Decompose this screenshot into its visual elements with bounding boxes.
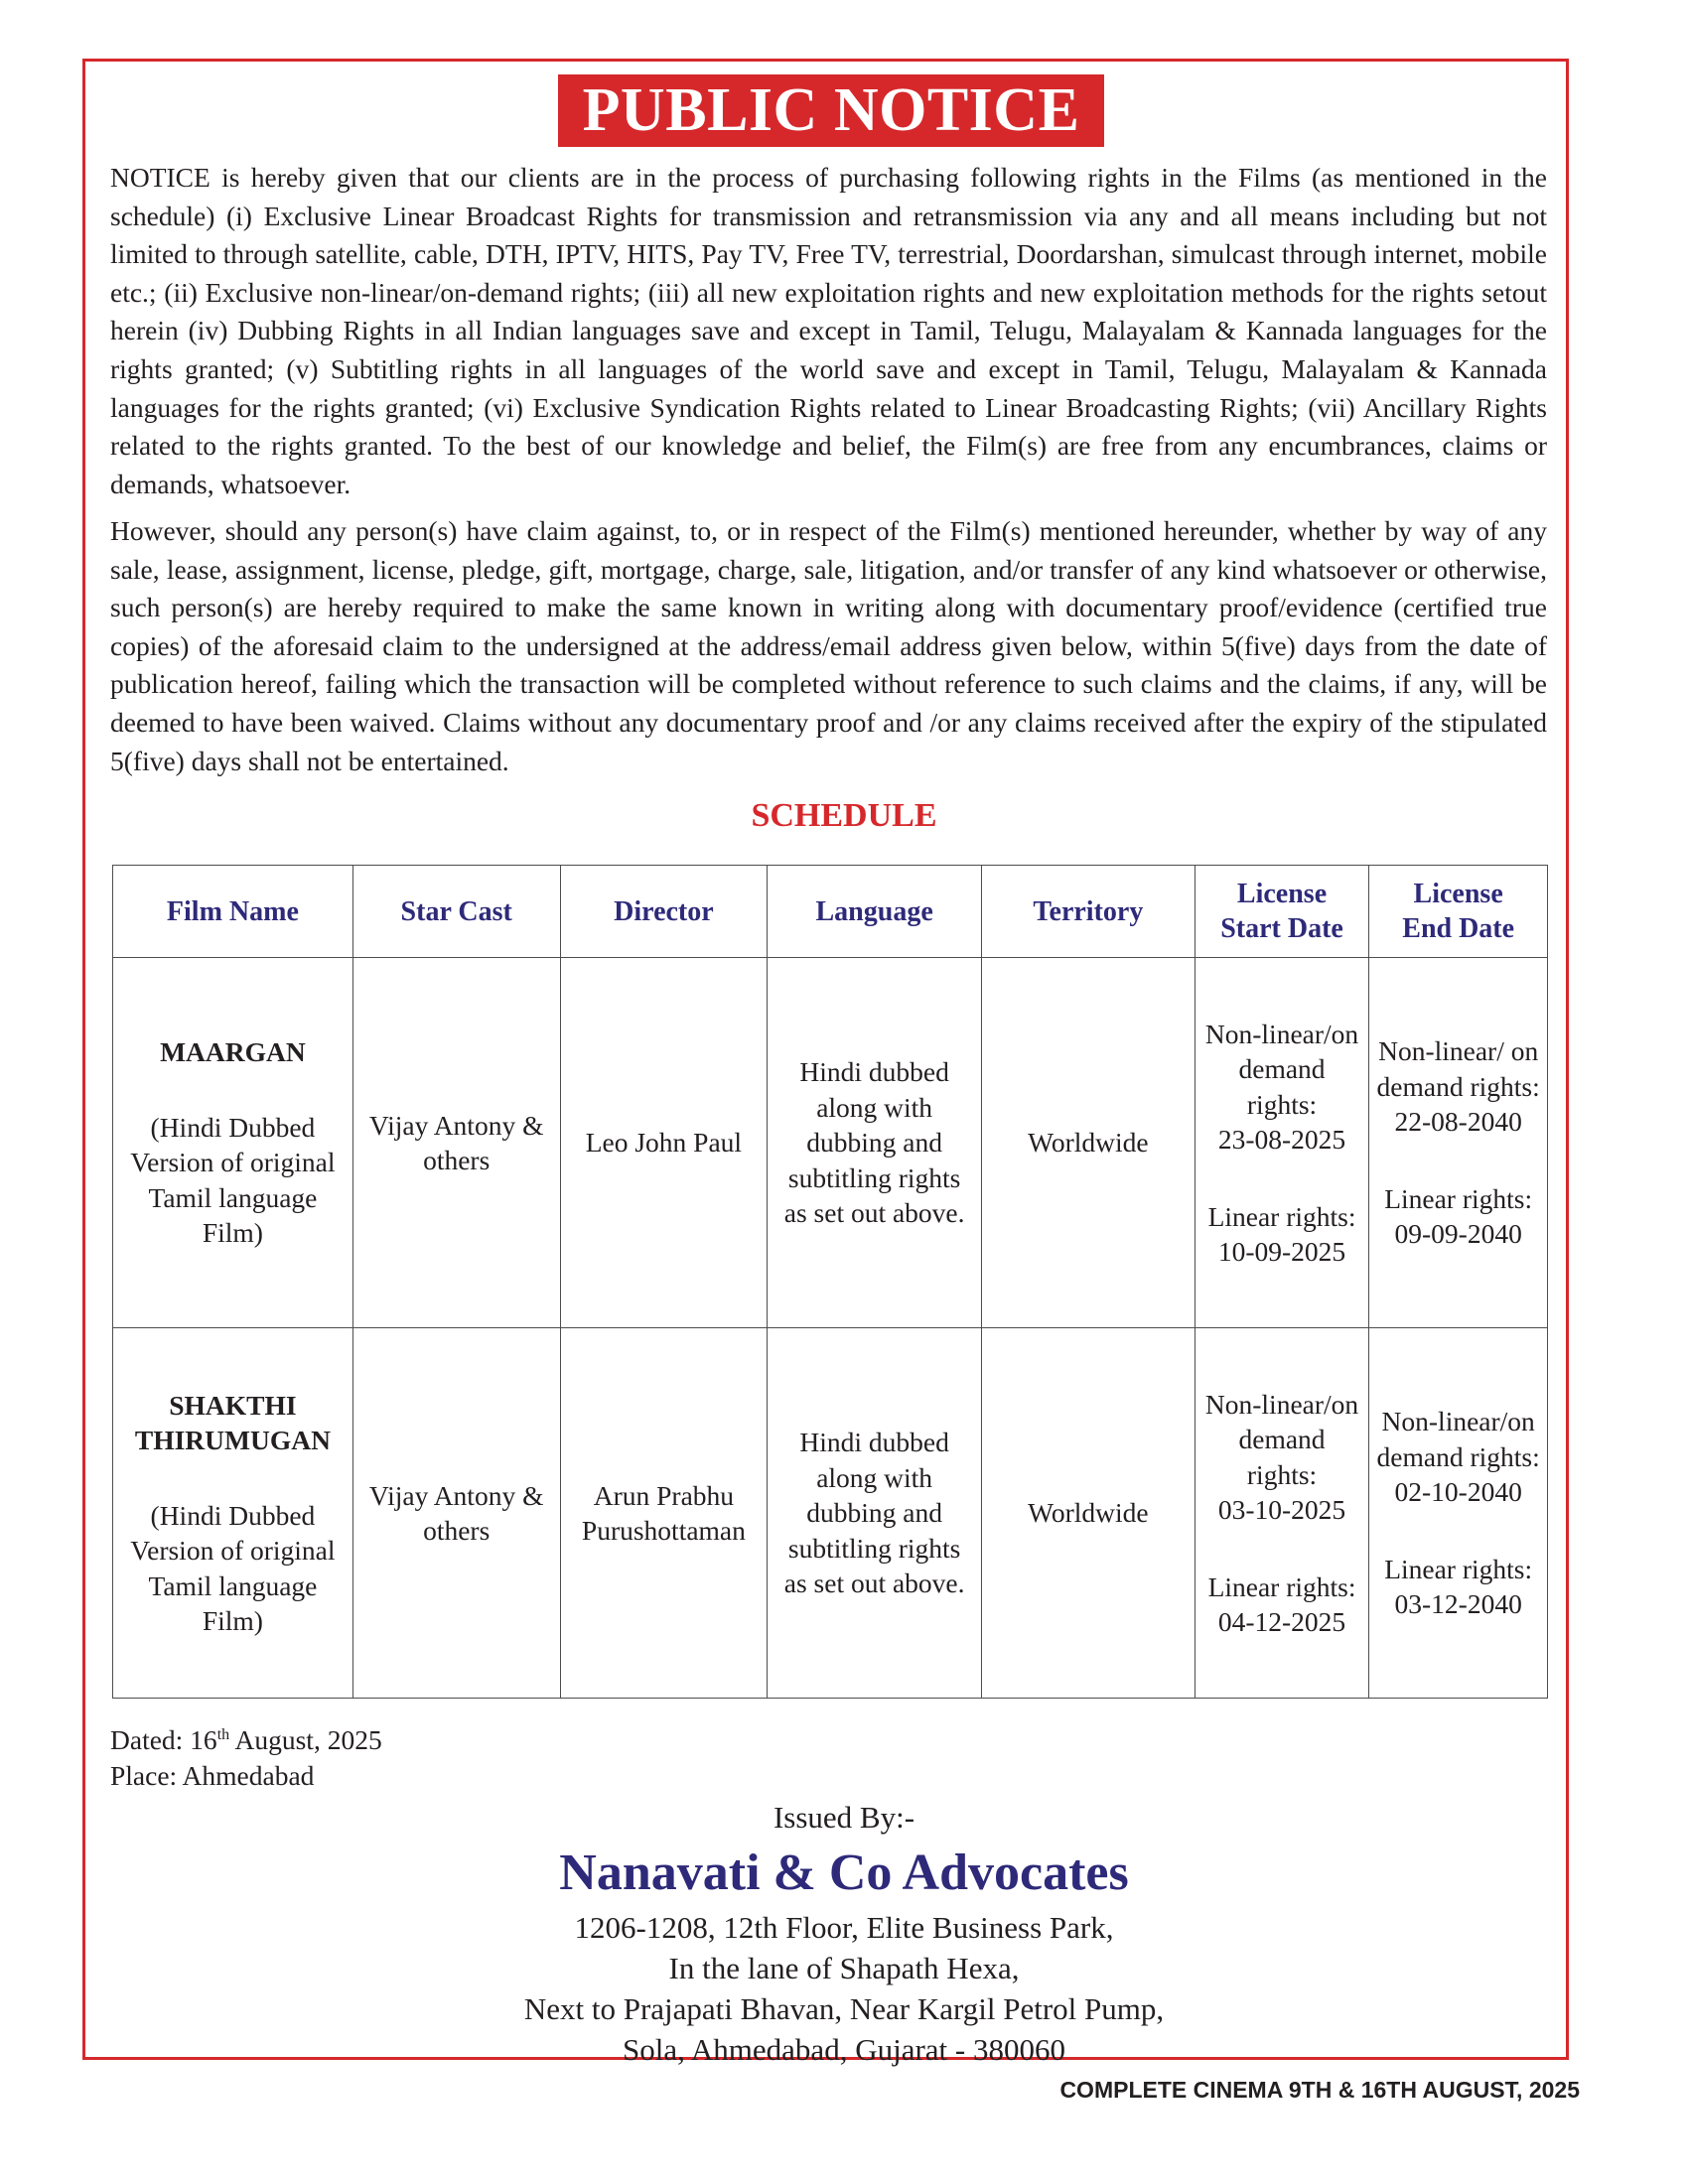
license-start-cell	[1195, 958, 1369, 1328]
territory-cell: Worldwide	[982, 1328, 1196, 1699]
license-start-cell	[1195, 1328, 1369, 1699]
end-nonlinear-label: Non-linear/ on demand rights:	[1376, 1035, 1540, 1102]
header-license-start-line1: License	[1236, 879, 1328, 909]
publication-footer: COMPLETE CINEMA 9TH & 16TH AUGUST, 2025	[1059, 2077, 1580, 2103]
header-license-end-line1: License	[1413, 879, 1503, 909]
license-end-cell	[1369, 958, 1548, 1328]
film-subtitle: (Hindi Dubbed Version of original Tamil language Film)	[130, 1111, 336, 1249]
director-cell: Leo John Paul	[560, 958, 768, 1328]
end-linear-label: Linear rights:	[1384, 1182, 1533, 1214]
end-nonlinear-label: Non-linear/on demand rights:	[1376, 1406, 1540, 1472]
license-end-cell	[1369, 1328, 1548, 1699]
director-cell: Arun Prabhu Purushottaman	[560, 1328, 768, 1699]
end-linear-date: 09-09-2040	[1394, 1218, 1522, 1250]
start-nonlinear-date: 23-08-2025	[1217, 1124, 1346, 1155]
header-license-end-line2: End Date	[1402, 913, 1515, 944]
notice-paragraph-2: However, should any person(s) have claim against, to, or in respect of the Film(s) mentioned hereunder, whether by way of any sale, lease, assignment, license, pledge, gift, mortgage, charge, sale, litigation, and/or transfer of any kind whatsoever or otherwise, such person(s) are hereby required to make the same known in writing along with documentary proof/evidence (certified true copies) of the aforesaid claim to the undersigned at the address/email address given below, within 5(five) days from the date of publication hereof, failing which the transaction will be completed without reference to such claims and the claims, if any, will be deemed to have been waived. Claims without any documentary proof and /or any claims received after the expiry of the stipulated 5(five) days shall not be entertained.	[110, 515, 1547, 776]
table-row	[113, 958, 1548, 1328]
language-cell: Hindi dubbed along with dubbing and subtitling rights as set out above.	[768, 958, 982, 1328]
schedule-table	[112, 865, 1548, 1699]
start-linear-date: 10-09-2025	[1217, 1236, 1346, 1267]
territory-cell: Worldwide	[982, 958, 1196, 1328]
notice-title: PUBLIC NOTICE	[558, 74, 1104, 147]
start-linear-label: Linear rights:	[1207, 1200, 1356, 1232]
start-nonlinear-date: 03-10-2025	[1217, 1494, 1346, 1525]
star-cast-cell: Vijay Antony & others	[352, 958, 560, 1328]
address-line-3: Next to Prajapati Bhavan, Near Kargil Petrol Pump,	[523, 1991, 1165, 2026]
film-name-cell	[113, 1328, 353, 1699]
address-line-2: In the lane of Shapath Hexa,	[668, 1951, 1020, 1985]
film-title: SHAKTHI THIRUMUGAN	[134, 1389, 331, 1455]
start-nonlinear-label: Non-linear/on demand rights:	[1204, 1388, 1359, 1490]
end-linear-label: Linear rights:	[1384, 1553, 1533, 1584]
firm-name: Nanavati & Co Advocates	[559, 1844, 1129, 1901]
language-cell: Hindi dubbed along with dubbing and subtitling rights as set out above.	[768, 1328, 982, 1699]
header-territory: Territory	[982, 866, 1196, 958]
table-row	[113, 1328, 1548, 1699]
header-director: Director	[560, 866, 768, 958]
header-license-end-date	[1369, 866, 1548, 958]
end-nonlinear-date: 02-10-2040	[1394, 1476, 1522, 1508]
film-subtitle: (Hindi Dubbed Version of original Tamil language Film)	[130, 1499, 336, 1636]
dated-ordinal: th	[216, 1725, 230, 1743]
header-license-start-date	[1195, 866, 1369, 958]
notice-paragraph-1: NOTICE is hereby given that our clients are in the process of purchasing following rights in the Films (as mentioned in the schedule) (i) Exclusive Linear Broadcast Rights for transmission and retransmission via any and all means including but not limited to through satellite, cable, DTH, IPTV, HITS, Pay TV, Free TV, terrestrial, Doordarshan, simulcast through internet, mobile etc.; (ii) Exclusive non-linear/on-demand rights; (iii) all new exploitation rights and new exploitation methods for the rights setout herein (iv) Dubbing Rights in all Indian languages save and except in Tamil, Telugu, Malayalam & Kannada languages for the rights granted; (v) Subtitling rights in all languages of the world save and except in Tamil, Telugu, Malayalam & Kannada languages for the rights granted; (vi) Exclusive Syndication Rights related to Linear Broadcasting Rights; (vii) Ancillary Rights related to the rights granted. To the best of our knowledge and belief, the Film(s) are free from any encumbrances, claims or demands, whatsoever.	[110, 162, 1547, 499]
film-title: MAARGAN	[160, 1036, 306, 1068]
header-star-cast: Star Cast	[352, 866, 560, 958]
dated-line	[110, 1722, 382, 1758]
header-language: Language	[768, 866, 982, 958]
start-linear-label: Linear rights:	[1207, 1570, 1356, 1602]
schedule-heading: SCHEDULE	[751, 797, 937, 834]
start-nonlinear-label: Non-linear/on demand rights:	[1204, 1018, 1359, 1120]
address-line-4: Sola, Ahmedabad, Gujarat - 380060	[623, 2032, 1065, 2067]
dated-suffix: August, 2025	[229, 1724, 382, 1755]
dated-prefix: Dated: 16	[110, 1724, 217, 1755]
start-linear-date: 04-12-2025	[1217, 1606, 1346, 1637]
film-name-cell	[113, 958, 353, 1328]
header-film-name: Film Name	[113, 866, 353, 958]
address-line-1: 1206-1208, 12th Floor, Elite Business Park,	[574, 1910, 1114, 1945]
table-header-row	[113, 866, 1548, 958]
star-cast-cell: Vijay Antony & others	[352, 1328, 560, 1699]
issued-by: Issued By:-	[773, 1800, 915, 1835]
end-nonlinear-date: 22-08-2040	[1394, 1106, 1522, 1138]
place-line: Place: Ahmedabad	[110, 1760, 315, 1791]
header-license-start-line2: Start Date	[1220, 913, 1343, 944]
end-linear-date: 03-12-2040	[1394, 1588, 1522, 1620]
